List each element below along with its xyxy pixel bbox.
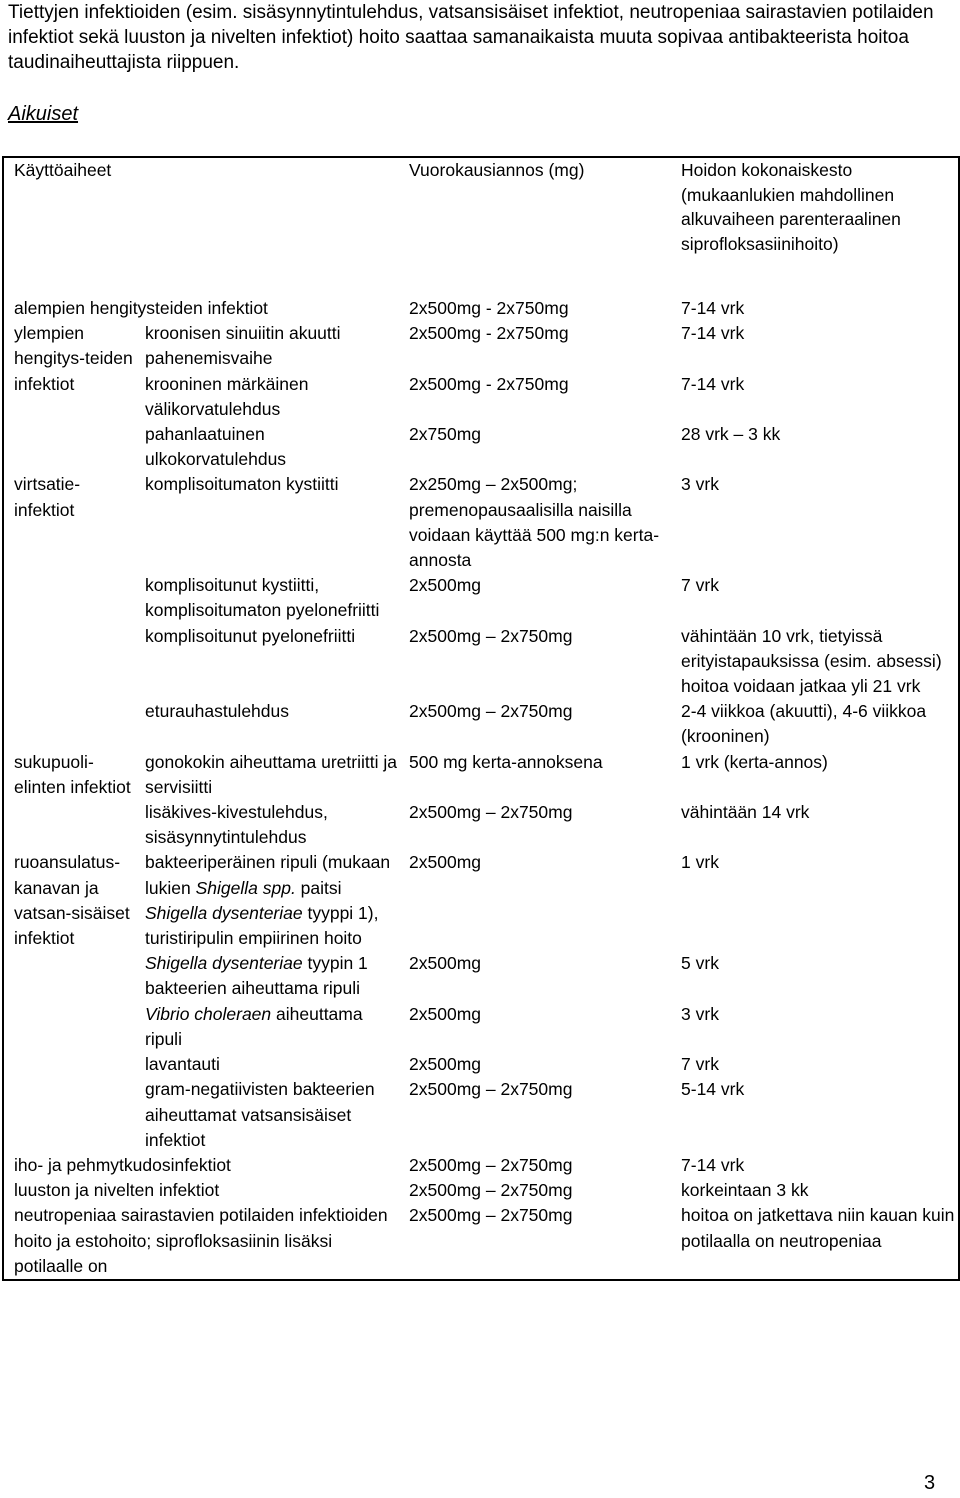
sub-indication-cell xyxy=(135,1002,399,1052)
table-row xyxy=(3,1077,959,1153)
species-name: Shigella dysenteriae xyxy=(145,953,303,974)
table-row xyxy=(3,624,959,700)
sub-indication-cell: kroonisen sinuiitin akuutti pahenemisvaihe xyxy=(145,323,341,369)
header-daily-dose: Vuorokausiannos (mg) xyxy=(409,160,585,180)
indication-cell: neutropeniaa sairastavien potilaiden infektioiden hoito ja estohoito; siprofloksasiinin lisäksi potilaalle on xyxy=(14,1205,388,1276)
sub-indication-cell: lavantauti xyxy=(145,1054,220,1075)
dose-cell: 2x500mg – 2x750mg xyxy=(409,1180,573,1201)
sub-indication-cell xyxy=(135,850,399,951)
duration-cell: 7-14 vrk xyxy=(681,323,745,344)
table-row xyxy=(3,472,959,573)
duration-cell: 28 vrk – 3 kk xyxy=(681,424,781,445)
sub-indication-cell: komplisoitunut pyelonefriitti xyxy=(145,625,356,646)
table-row xyxy=(3,699,959,749)
duration-cell: 7-14 vrk xyxy=(681,1154,745,1175)
duration-cell: 3 vrk xyxy=(681,474,719,495)
dose-cell: 2x500mg xyxy=(409,575,482,596)
dosing-table xyxy=(2,156,960,1281)
indication-cell: alempien hengitysteiden infektiot xyxy=(14,298,268,318)
dose-cell: 2x500mg – 2x750mg xyxy=(409,625,573,646)
table-row xyxy=(3,1203,959,1280)
species-name: Shigella spp. xyxy=(195,877,296,898)
table-row xyxy=(3,296,959,321)
table-row xyxy=(3,422,959,472)
dose-cell: 2x500mg xyxy=(409,1003,482,1024)
group-genital: sukupuoli-elinten infektiot xyxy=(14,751,131,797)
table-row xyxy=(3,1178,959,1203)
text-span: paitsi xyxy=(295,877,342,898)
text-span: tyyppi 1), turistiripulin empiirinen hoito xyxy=(145,902,379,949)
indication-cell: luuston ja nivelten infektiot xyxy=(14,1180,220,1201)
dose-cell: 2x500mg xyxy=(409,852,482,873)
dose-cell: 2x500mg – 2x750mg xyxy=(409,701,573,722)
table-row xyxy=(3,850,959,951)
table-row xyxy=(3,1153,959,1178)
duration-cell: vähintään 10 vrk, tietyissä erityistapauksissa (esim. absessi) hoitoa voidaan jatkaa yli 21 vrk xyxy=(681,625,942,697)
group-gastrointestinal: ruoansulatus-kanavan ja vatsan-sisäiset infektiot xyxy=(14,852,130,949)
duration-cell: 7 vrk xyxy=(681,1054,719,1075)
group-urinary-tract: virtsatie-infektiot xyxy=(14,474,81,520)
dose-cell: 2x500mg xyxy=(409,1054,482,1075)
sub-indication-cell: komplisoitumaton kystiitti xyxy=(145,474,339,495)
dose-cell: 2x500mg – 2x750mg xyxy=(409,802,573,823)
duration-cell: 5 vrk xyxy=(681,953,719,974)
intro-paragraph: Tiettyjen infektioiden (esim. sisäsynnytintulehdus, vatsansisäiset infektiot, neutropeniaa sairastavien potilaiden infektiot sekä luuston ja nivelten infektiot) hoito saattaa samanaikaista muuta sopivaa antibakteerista hoitoa taudinaiheuttajista riippuen. xyxy=(8,2,934,73)
page-number: 3 xyxy=(924,1472,936,1494)
table-row xyxy=(3,750,959,800)
table-row xyxy=(3,372,959,422)
dose-cell: 2x500mg – 2x750mg xyxy=(409,1079,573,1100)
duration-cell: 5-14 vrk xyxy=(681,1079,745,1100)
sub-indication-cell: gonokokin aiheuttama uretriitti ja servisiitti xyxy=(145,751,397,797)
indication-cell: iho- ja pehmytkudosinfektiot xyxy=(14,1154,231,1175)
sub-indication-cell: eturauhastulehdus xyxy=(145,701,289,722)
duration-cell: korkeintaan 3 kk xyxy=(681,1180,809,1201)
dose-cell: 2x500mg - 2x750mg xyxy=(409,298,569,318)
dose-cell: 2x500mg – 2x750mg xyxy=(409,1205,573,1226)
duration-cell: 7-14 vrk xyxy=(681,373,745,394)
dose-cell: 2x500mg - 2x750mg xyxy=(409,373,569,394)
table-header-row xyxy=(3,157,959,296)
table-row xyxy=(3,1002,959,1052)
duration-cell: 3 vrk xyxy=(681,1003,719,1024)
dose-cell: 2x500mg - 2x750mg xyxy=(409,323,569,344)
sub-indication-cell xyxy=(135,951,399,1001)
duration-cell: 2-4 viikkoa (akuutti), 4-6 viikkoa (krooninen) xyxy=(681,701,927,747)
species-name: Vibrio choleraen xyxy=(145,1003,272,1024)
section-title: Aikuiset xyxy=(8,103,79,125)
table-row xyxy=(3,1052,959,1077)
duration-cell: 7-14 vrk xyxy=(681,298,745,318)
dose-cell: 2x500mg – 2x750mg xyxy=(409,1154,573,1175)
sub-indication-cell: gram-negatiivisten bakteerien aiheuttamat vatsansisäiset infektiot xyxy=(145,1079,375,1150)
duration-cell: 1 vrk (kerta-annos) xyxy=(681,751,828,772)
duration-cell: vähintään 14 vrk xyxy=(681,802,810,823)
duration-cell: 1 vrk xyxy=(681,852,719,873)
sub-indication-cell: pahanlaatuinen ulkokorvatulehdus xyxy=(145,424,287,470)
table-row xyxy=(3,800,959,850)
dose-cell: 2x500mg xyxy=(409,953,482,974)
text-span: tyypin 1 bakteerien aiheuttama ripuli xyxy=(145,953,368,999)
dose-cell: 2x250mg – 2x500mg; premenopausaalisilla naisilla voidaan käyttää 500 mg:n kerta-annosta xyxy=(409,474,660,571)
duration-cell: hoitoa on jatkettava niin kauan kuin potilaalla on neutropeniaa xyxy=(681,1205,955,1251)
sub-indication-cell: komplisoitunut kystiitti, komplisoitumaton pyelonefriitti xyxy=(145,575,380,621)
dose-cell: 2x750mg xyxy=(409,424,482,445)
sub-indication-cell: krooninen märkäinen välikorvatulehdus xyxy=(145,373,309,419)
table-row xyxy=(3,321,959,371)
duration-cell: 7 vrk xyxy=(681,575,719,596)
text-span: bakteeriperäinen ripuli (mukaan lukien xyxy=(145,852,391,898)
table-row xyxy=(3,573,959,623)
header-indication: Käyttöaiheet xyxy=(14,160,112,180)
table-row xyxy=(3,951,959,1001)
species-name: Shigella dysenteriae xyxy=(145,902,303,923)
dose-cell: 500 mg kerta-annoksena xyxy=(409,751,603,772)
group-upper-respiratory: ylempien hengitys-teiden infektiot xyxy=(14,323,133,394)
text-span: aiheuttama ripuli xyxy=(145,1003,363,1049)
sub-indication-cell: lisäkives-kivestulehdus, sisäsynnytintulehdus xyxy=(145,802,328,848)
header-duration: Hoidon kokonaiskesto (mukaanlukien mahdollinen alkuvaiheen parenteraalinen siprofloksasiinihoito) xyxy=(681,160,901,254)
